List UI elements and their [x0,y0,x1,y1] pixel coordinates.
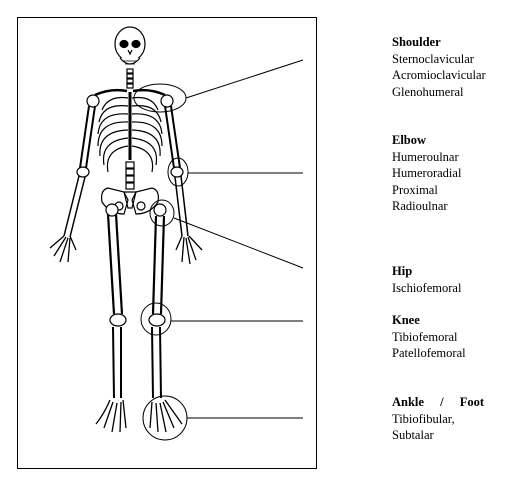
joint-item: Sternoclavicular [392,51,474,66]
left-arm [50,95,99,262]
foot-heading-word: Foot [459,395,484,409]
left-leg [96,204,126,432]
elbow-heading: Elbow [392,133,427,147]
heading-separator: / [440,395,444,409]
joint-item: Patellofemoral [392,346,466,360]
lumbar-spine [126,162,134,189]
shoulder-label-group [392,34,486,100]
ankle-joint-marker [143,396,187,440]
ankle-foot-label-group [392,394,484,444]
joint-item: Glenohumeral [392,84,464,99]
joint-item: Tibiofemoral [392,329,458,344]
knee-label-group [392,312,466,362]
right-arm [161,95,202,264]
hip-leader-line [174,218,303,268]
joint-item: Humeroulnar [392,149,459,164]
hip-heading: Hip [392,264,413,278]
joint-item: Acromioclavicular [392,68,486,82]
joint-item: Tibiofibular, [392,411,455,426]
knee-heading: Knee [392,313,420,327]
elbow-label-group [392,132,461,215]
joint-item: Radioulnar [392,199,448,213]
shoulder-leader-line [186,60,303,98]
rib-cage [98,92,162,172]
right-leg [149,204,182,432]
ankle-heading-word: Ankle [392,395,424,409]
left-clavicle [95,90,127,95]
joint-item: Ischiofemoral [392,280,462,295]
joint-item: Humeroradial [392,166,462,180]
joint-item: Subtalar [392,428,434,442]
ankle-foot-heading [392,394,484,411]
hip-label-group [392,263,461,296]
shoulder-heading: Shoulder [392,35,441,49]
skull [115,27,145,64]
joint-item: Proximal [392,182,438,197]
cervical-spine [127,69,133,88]
